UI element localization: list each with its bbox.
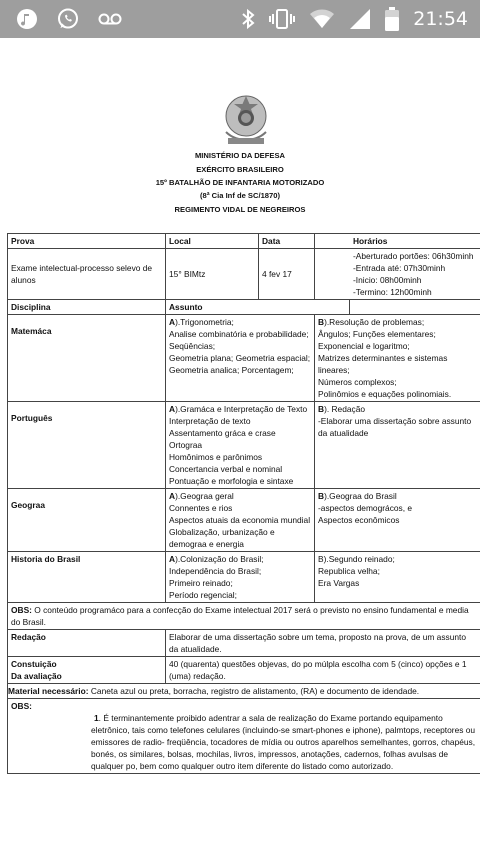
header-battalion: 15º BATALHÃO DE INFANTARIA MOTORIZADO xyxy=(155,178,325,187)
horario-line: -Aberturado portões: 06h30minh xyxy=(353,251,474,261)
coat-of-arms-emblem xyxy=(216,88,276,148)
exam-row xyxy=(8,249,480,300)
exam-prova: Exame intelectual-processo selevo de alunos xyxy=(8,249,166,300)
col-horarios: Horários xyxy=(315,234,480,249)
col-assunto: Assunto xyxy=(166,300,350,315)
header-ministry: MINISTÉRIO DA DEFESA xyxy=(194,151,285,160)
redacao-text: Elaborar de uma dissertação sobre um tema, proposto na prova, de um assunto da atualidade. xyxy=(166,630,480,657)
horario-line: -Entrada até: 07h30minh xyxy=(353,263,446,273)
bluetooth-icon xyxy=(241,8,255,30)
redacao-label: Redação xyxy=(8,630,166,657)
document-page xyxy=(0,38,480,854)
header-army: EXÉRCITO BRASILEIRO xyxy=(196,165,284,174)
subject-topics-a: A).Geograa geral Connentes e rios Aspectos atuais da economia mundial Globalização, urbanização e demograa e energia xyxy=(166,489,315,552)
constituicao-row xyxy=(8,657,480,684)
subject-topics-b: B).Geograa do Brasil -aspectos demográcos, e Aspectos econômicos xyxy=(315,489,480,552)
obs-rules-row xyxy=(8,699,480,774)
constituicao-label: Constuição Da avaliação xyxy=(8,657,166,684)
col-local: Local xyxy=(166,234,259,249)
subject-topics-a: A).Gramáca e Interpretação de Texto Interpretação de texto Assentamento gráca e crase Ortograa Homônimos e parônimos Concertancia verbal e nominal Pontuação e morfologia e sintaxe xyxy=(166,402,315,489)
col-prova: Prova xyxy=(8,234,166,249)
subject-row-matematica xyxy=(8,315,480,402)
redacao-row xyxy=(8,630,480,657)
subject-name: Matemáca xyxy=(8,315,166,402)
exam-data: 4 fev 17 xyxy=(259,249,315,300)
header-company: (8ª Cia Inf de SC/1870) xyxy=(199,191,281,200)
material-text: Material necessário: Caneta azul ou preta, borracha, registro de alistamento, (RA) e documento de idendade. xyxy=(8,684,480,699)
subject-name: Português xyxy=(8,402,166,489)
horario-line: -Termino: 12h00minh xyxy=(353,287,432,297)
subject-topics-a: A).Trigonometria; Analise combinatória e probabilidade; Seqüências; Geometria plana; Geometria espacial; Geometria analica; Porcentagem; xyxy=(166,315,315,402)
subject-row-portugues xyxy=(8,402,480,489)
header-regiment: REGIMENTO VIDAL DE NEGREIROS xyxy=(174,205,306,214)
col-disciplina: Disciplina xyxy=(8,300,166,315)
subject-topics-a: A).Colonização do Brasil; Independência do Brasil; Primeiro reinado; Período regencial; xyxy=(166,552,315,603)
wifi-icon xyxy=(309,8,335,30)
voicemail-icon xyxy=(98,12,122,26)
status-bar xyxy=(0,0,480,38)
subject-row-geografia xyxy=(8,489,480,552)
horario-line: -Inicio: 08h00minh xyxy=(353,275,422,285)
subject-header-row xyxy=(8,300,480,315)
music-note-icon xyxy=(16,8,38,30)
obs-content-row xyxy=(8,603,480,630)
battery-icon xyxy=(385,7,399,31)
obs-content: OBS: O conteúdo programáco para a confecção do Exame intelectual 2017 será o previsto no ensino fundamental e media do Brasil. xyxy=(8,603,480,630)
subject-name: Historia do Brasil xyxy=(8,552,166,603)
exam-table xyxy=(7,233,480,774)
material-row xyxy=(8,684,480,699)
signal-icon xyxy=(349,8,371,30)
table-header-row xyxy=(8,234,480,249)
clock: 21:54 xyxy=(413,8,468,30)
vibrate-icon xyxy=(269,8,295,30)
whatsapp-icon xyxy=(56,7,80,31)
subject-topics-b: B). Redação -Elaborar uma dissertação sobre assunto da atualidade xyxy=(315,402,480,489)
subject-row-historia xyxy=(8,552,480,603)
subject-name: Geograa xyxy=(8,489,166,552)
obs-rules: OBS: 1. É terminantemente proibido adentrar a sala de realização do Exame portando equipamento eletrônico, tais como telefones celulares (incluindo-se smart-phones e iphone), palmtops, receptores ou emissores de radio- freqüência, tocadores de mídia ou outros aparelhos semelhantes, gorros, chapéus, bonés, os similares, bolsas, mochilas, livros, impressos, anotações, cadernos, folhas avulsas de qualquer po, bem como qualquer outro item diferente do listado como autorizado. xyxy=(8,699,480,774)
subject-topics-b: B).Resolução de problemas; Ângulos; Funções elementares; Exponencial e logaritmo; Matrizes determinantes e sistemas lineares; Números complexos; Polinômios e equações polinomiais. xyxy=(315,315,480,402)
exam-local: 15° BIMtz xyxy=(166,249,259,300)
subject-topics-b: B).Segundo reinado; Republica velha; Era Vargas xyxy=(315,552,480,603)
constituicao-text: 40 (quarenta) questões objevas, do po múlpla escolha com 5 (cinco) opções e 1 (uma) redação. xyxy=(166,657,480,684)
col-data: Data xyxy=(259,234,315,249)
exam-horarios xyxy=(315,249,480,300)
